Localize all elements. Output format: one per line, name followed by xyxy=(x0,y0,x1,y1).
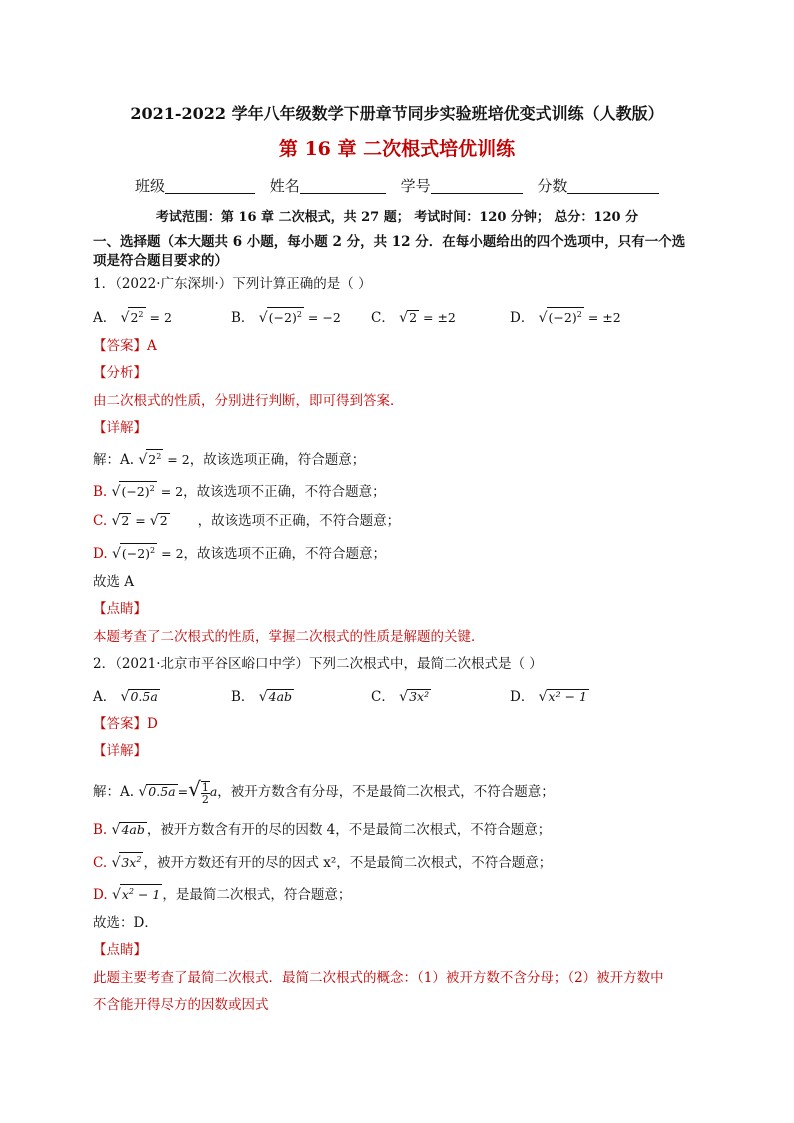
q1-answer: 【答案】A xyxy=(93,338,157,354)
q2-detail-a: 解：A. √0.5a =√ $\frac{1}{2}$ a，被开方数含有分母，不是最简二次根式，不符合题意； xyxy=(93,777,555,806)
q2-answer: 【答案】D xyxy=(93,716,158,732)
document-title: 2021-2022 学年八年级数学下册章节同步实验班培优变式训练（人教版） xyxy=(130,104,664,123)
q2-option-b[interactable]: B． √4ab xyxy=(231,689,293,705)
q1-detail-a: 解：A. $√2^2 = 2$，故该选项正确，符合题意； xyxy=(93,449,365,469)
class-blank[interactable] xyxy=(165,179,255,194)
score-blank[interactable] xyxy=(567,179,659,194)
q1-choose: 故选 A xyxy=(93,574,135,590)
class-label: 班级 xyxy=(135,177,166,195)
q2-option-d[interactable]: D． √x² − 1 xyxy=(510,689,587,705)
q1-option-c[interactable]: C． √2 = ±2 xyxy=(371,310,456,326)
chapter-title: 第 16 章 二次根式培优训练 xyxy=(278,138,516,160)
name-blank[interactable] xyxy=(300,179,386,194)
q2-comment-label: 【点睛】 xyxy=(93,942,147,958)
q1-option-a[interactable]: A． $√2^2 = 2$ xyxy=(93,306,172,326)
q2-option-c[interactable]: C． √3x² xyxy=(371,689,430,705)
q1-analysis-label: 【分析】 xyxy=(93,365,147,381)
q1-option-b[interactable]: B． $√(-2)^2 = -2$ xyxy=(231,306,341,326)
name-label: 姓名 xyxy=(269,177,300,195)
q2-option-a[interactable]: A． √0.5a xyxy=(93,689,158,705)
q1-comment-label: 【点睛】 xyxy=(93,601,147,617)
section-heading: 一、选择题（本大题共 6 小题，每小题 2 分，共 12 分．在每小题给出的四个选项中，只有一个选 xyxy=(93,234,686,250)
q2-detail-b: B. √4ab ，被开方数含有开的尽的因数 4，不是最简二次根式，不符合题意； xyxy=(93,822,552,838)
q2-detail-c: C. $√3x^2$ ，被开方数还有开的尽的因式 x²，不是最简二次根式，不符合题意； xyxy=(93,852,552,872)
q2-comment-line2: 不含能开得尽方的因数或因式 xyxy=(93,997,269,1013)
q2-choose: 故选：D． xyxy=(93,915,158,931)
id-label: 学号 xyxy=(400,177,431,195)
student-info-line xyxy=(135,175,669,196)
q1-stem: 1．（2022·广东深圳·）下列计算正确的是（ ） xyxy=(93,276,372,292)
q1-detail-label: 【详解】 xyxy=(93,420,147,436)
score-label: 分数 xyxy=(537,177,568,195)
q2-comment-line1: 此题主要考查了最简二次根式．最简二次根式的概念：（1）被开方数不含分母；（2）被开方数中 xyxy=(93,970,664,986)
q1-option-d[interactable]: D． $√(-2)^2 = \pm 2$ xyxy=(510,306,621,326)
exam-info: 考试范围：第 16 章 二次根式，共 27 题； 考试时间：120 分钟； 总分：120 分 xyxy=(155,210,639,225)
q1-detail-b: B. $√(-2)^2 = 2$，故该选项不正确，不符合题意； xyxy=(93,481,386,501)
q1-comment: 本题考查了二次根式的性质，掌握二次根式的性质是解题的关键． xyxy=(93,629,485,645)
q1-detail-c: C. √2 = √2 ，故该选项不正确，不符合题意； xyxy=(93,513,401,529)
q2-detail-label: 【详解】 xyxy=(93,743,147,759)
q2-stem: 2．（2021·北京市平谷区峪口中学）下列二次根式中，最简二次根式是（ ） xyxy=(93,656,543,672)
section-heading-cont: 项是符合题目要求的） xyxy=(93,253,228,269)
id-blank[interactable] xyxy=(431,179,523,194)
q2-detail-d: D. $√x^2 - 1$ ，是最简二次根式，符合题意； xyxy=(93,884,351,904)
q1-detail-d: D. $√(-2)^2 = 2$，故该选项不正确，不符合题意； xyxy=(93,543,386,563)
q1-analysis: 由二次根式的性质，分别进行判断，即可得到答案． xyxy=(93,393,404,409)
